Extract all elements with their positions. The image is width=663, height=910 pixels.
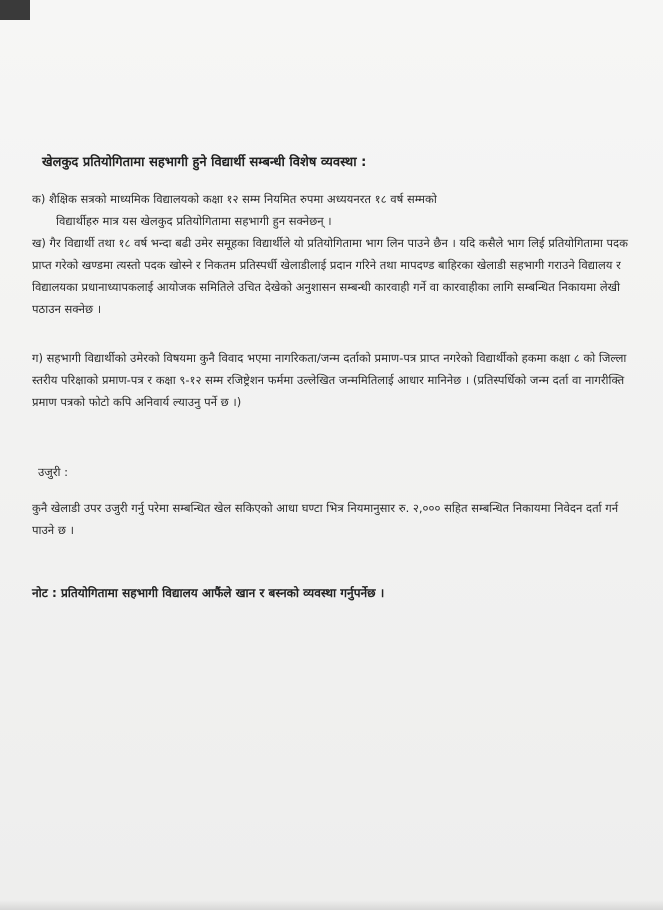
binder-corner — [0, 0, 30, 20]
complaint-text: कुनै खेलाडी उपर उजुरी गर्नु परेमा सम्बन्धित खेल सकिएको आधा घण्टा भित्र नियमानुसार रु. २,००० सहित सम्बन्धित निकायमा निवेदन दर्ता गर्न पाउने छ । — [32, 501, 619, 537]
section-heading: खेलकुद प्रतियोगितामा सहभागी हुने विद्यार्थी सम्बन्धी विशेष व्यवस्था : — [42, 155, 367, 170]
note-line: नोट : प्रतियोगितामा सहभागी विद्यालय आफैंले खान र बस्नको व्यवस्था गर्नुपर्नेछ । — [32, 586, 385, 600]
clause-ga-text: ग) सहभागी विद्यार्थीको उमेरको विषयमा कुनै विवाद भएमा नागरिकता/जन्म दर्ताको प्रमाण-पत्र प्राप्त नगरेको विद्यार्थीको हकमा कक्षा ८ को जिल्ला स्तरीय परिक्षाको प्रमाण-पत्र र कक्षा ९-१२ सम्म रजिष्ट्रेशन फर्ममा उल्लेखित जन्ममितिलाई आधार मानिनेछ । (प्रतिस्पर्धिको जन्म दर्ता वा नागरीक्ति प्रमाण पत्रको फोटो कपि अनिवार्य ल्याउनु पर्ने छ ।) — [32, 351, 627, 409]
clause-ka — [32, 188, 632, 232]
clause-ka-line2: विद्यार्थीहरु मात्र यस खेलकुद प्रतियोगितामा सहभागी हुन सक्नेछन् । — [56, 214, 332, 228]
clause-ka-line1: क) शैक्षिक सत्रको माध्यमिक विद्यालयको कक्षा १२ सम्म नियमित रुपमा अध्ययनरत १८ वर्ष सम्मको — [32, 192, 437, 206]
complaint-heading: उजुरी : — [38, 465, 69, 479]
clause-ga — [32, 347, 632, 413]
clause-kha-text: ख) गैर विद्यार्थी तथा १८ वर्ष भन्दा बढी उमेर समूहका विद्यार्थीले यो प्रतियोगितामा भाग लिन पाउने छैन । यदि कसैले भाग लिई प्रतियोगितामा पदक प्राप्त गरेको खण्डमा त्यस्तो पदक खोस्ने र निकतम प्रतिस्पर्धी खेलाडीलाई प्रदान गरिने तथा मापदण्ड बाहिरका खेलाडी सहभागी गराउने विद्यालय र विद्यालयका प्रधानाध्यापकलाई आयोजक समितिले उचित देखेको अनुशासन सम्बन्धी कारवाही गर्ने वा कारवाहीका लागि सम्बन्धित निकायमा लेखी पठाउन सक्नेछ । — [32, 236, 628, 316]
clause-kha — [32, 232, 632, 320]
page-bottom-edge — [0, 900, 663, 910]
complaint-paragraph — [32, 497, 632, 541]
